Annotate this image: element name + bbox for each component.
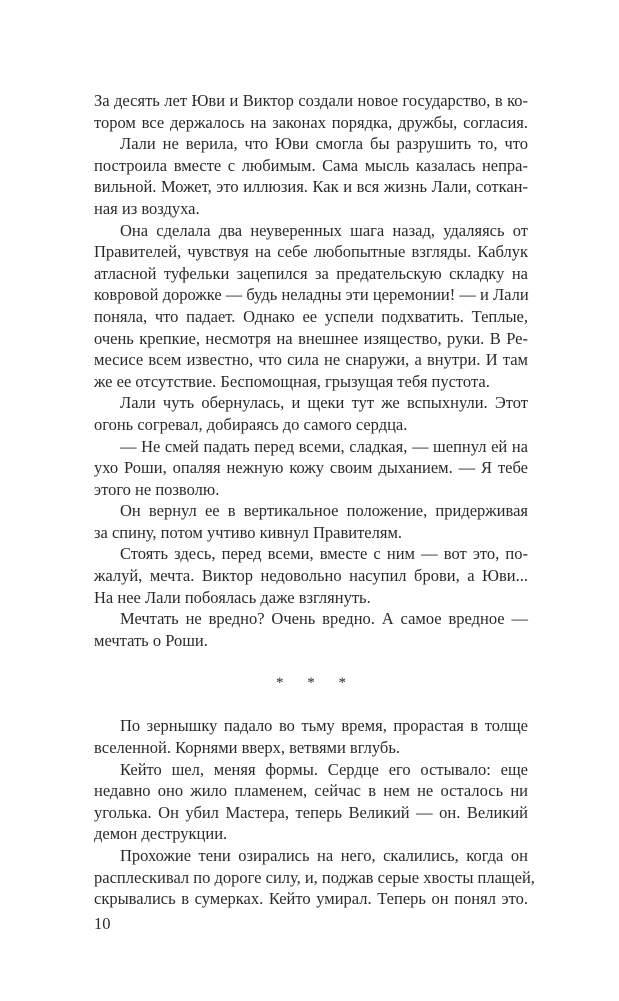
page-number: 10 <box>94 914 111 933</box>
text-line: На нее Лали побоялась даже взглянуть. <box>94 587 371 607</box>
text-line: вселенной. Корнями вверх, ветвями вглубь. <box>94 738 400 758</box>
text-line: Кейто шел, меняя формы. Сердце его остывало: еще <box>120 759 528 779</box>
section-separator: * * * <box>276 675 356 692</box>
page-body <box>94 90 535 910</box>
text-line: За десять лет Юви и Виктор создали новое государство, в ко- <box>94 91 528 110</box>
text-line: ковровой дорожке — будь неладны эти церемонии! — и Лали <box>94 285 529 305</box>
text-line: Она сделала два неуверенных шага назад, удаляясь от <box>120 220 528 240</box>
text-line: месисе всем известно, что сила не снаружи, а внутри. И там <box>94 350 528 370</box>
text-line: Стоять здесь, перед всеми, вместе с ним — вот это, по- <box>120 544 528 564</box>
text-line: огонь согревал, добираясь до самого сердца. <box>94 414 408 434</box>
text-line: Прохожие тени озирались на него, скалились, когда он <box>120 846 528 865</box>
text-section-2 <box>94 715 535 909</box>
text-line: за спину, потом учтиво кивнул Правителям. <box>94 522 403 542</box>
text-line: Он вернул ее в вертикальное положение, придерживая <box>120 501 528 521</box>
text-line: мечтать о Роши. <box>94 630 208 650</box>
text-line: По зернышку падало во тьму время, прорастая в толще <box>120 716 528 736</box>
text-line: вильной. Может, это иллюзия. Как и вся жизнь Лали, соткан- <box>94 177 528 197</box>
text-line: атласной туфельки зацепился за предательскую складку на <box>94 263 528 283</box>
text-line: Лали не верила, что Юви смогла бы разрушить то, что <box>120 134 528 154</box>
text-line: Лали чуть обернулась, и щеки тут же вспыхнули. Этот <box>120 393 528 413</box>
text-line: жалуй, мечта. Виктор недовольно насупил брови, а Юви... <box>94 566 528 586</box>
text-line: Мечтать не вредно? Очень вредно. А самое вредное — <box>120 609 528 629</box>
text-line: поняла, что падает. Однако ее успели подхватить. Теплые, <box>94 306 528 326</box>
text-line: — Не смей падать перед всеми, сладкая, — шепнул ей на <box>120 436 528 456</box>
text-line: ухо Роши, опаляя нежную кожу своим дыханием. — Я тебе <box>94 458 528 478</box>
text-line: расплескивал по дороге силу, и, поджав серые хвосты плащей, <box>94 867 535 887</box>
text-section-1 <box>94 90 528 651</box>
text-line: построила вместе с любимым. Сама мысль казалась непра- <box>94 155 528 175</box>
text-line: очень крепкие, несмотря на внешнее изящество, руки. В Ре- <box>94 328 528 348</box>
text-line: демон деструкции. <box>94 824 228 844</box>
text-line: уголька. Он убил Мастера, теперь Великий — он. Великий <box>94 802 528 822</box>
text-line: же ее отсутствие. Беспомощная, грызущая тебя пустота. <box>94 371 490 391</box>
text-line: недавно оно жило пламенем, сейчас в нем не осталось ни <box>94 781 528 801</box>
text-line: скрывались в сумерках. Кейто умирал. Теперь он понял это. <box>94 889 528 909</box>
text-line: ная из воздуха. <box>94 198 200 218</box>
text-line: этого не позволю. <box>94 479 220 499</box>
text-line: тором все держалось на законах порядка, дружбы, согласия. <box>94 112 528 132</box>
text-line: Правителей, чувствуя на себе любопытные взгляды. Каблук <box>94 242 528 262</box>
